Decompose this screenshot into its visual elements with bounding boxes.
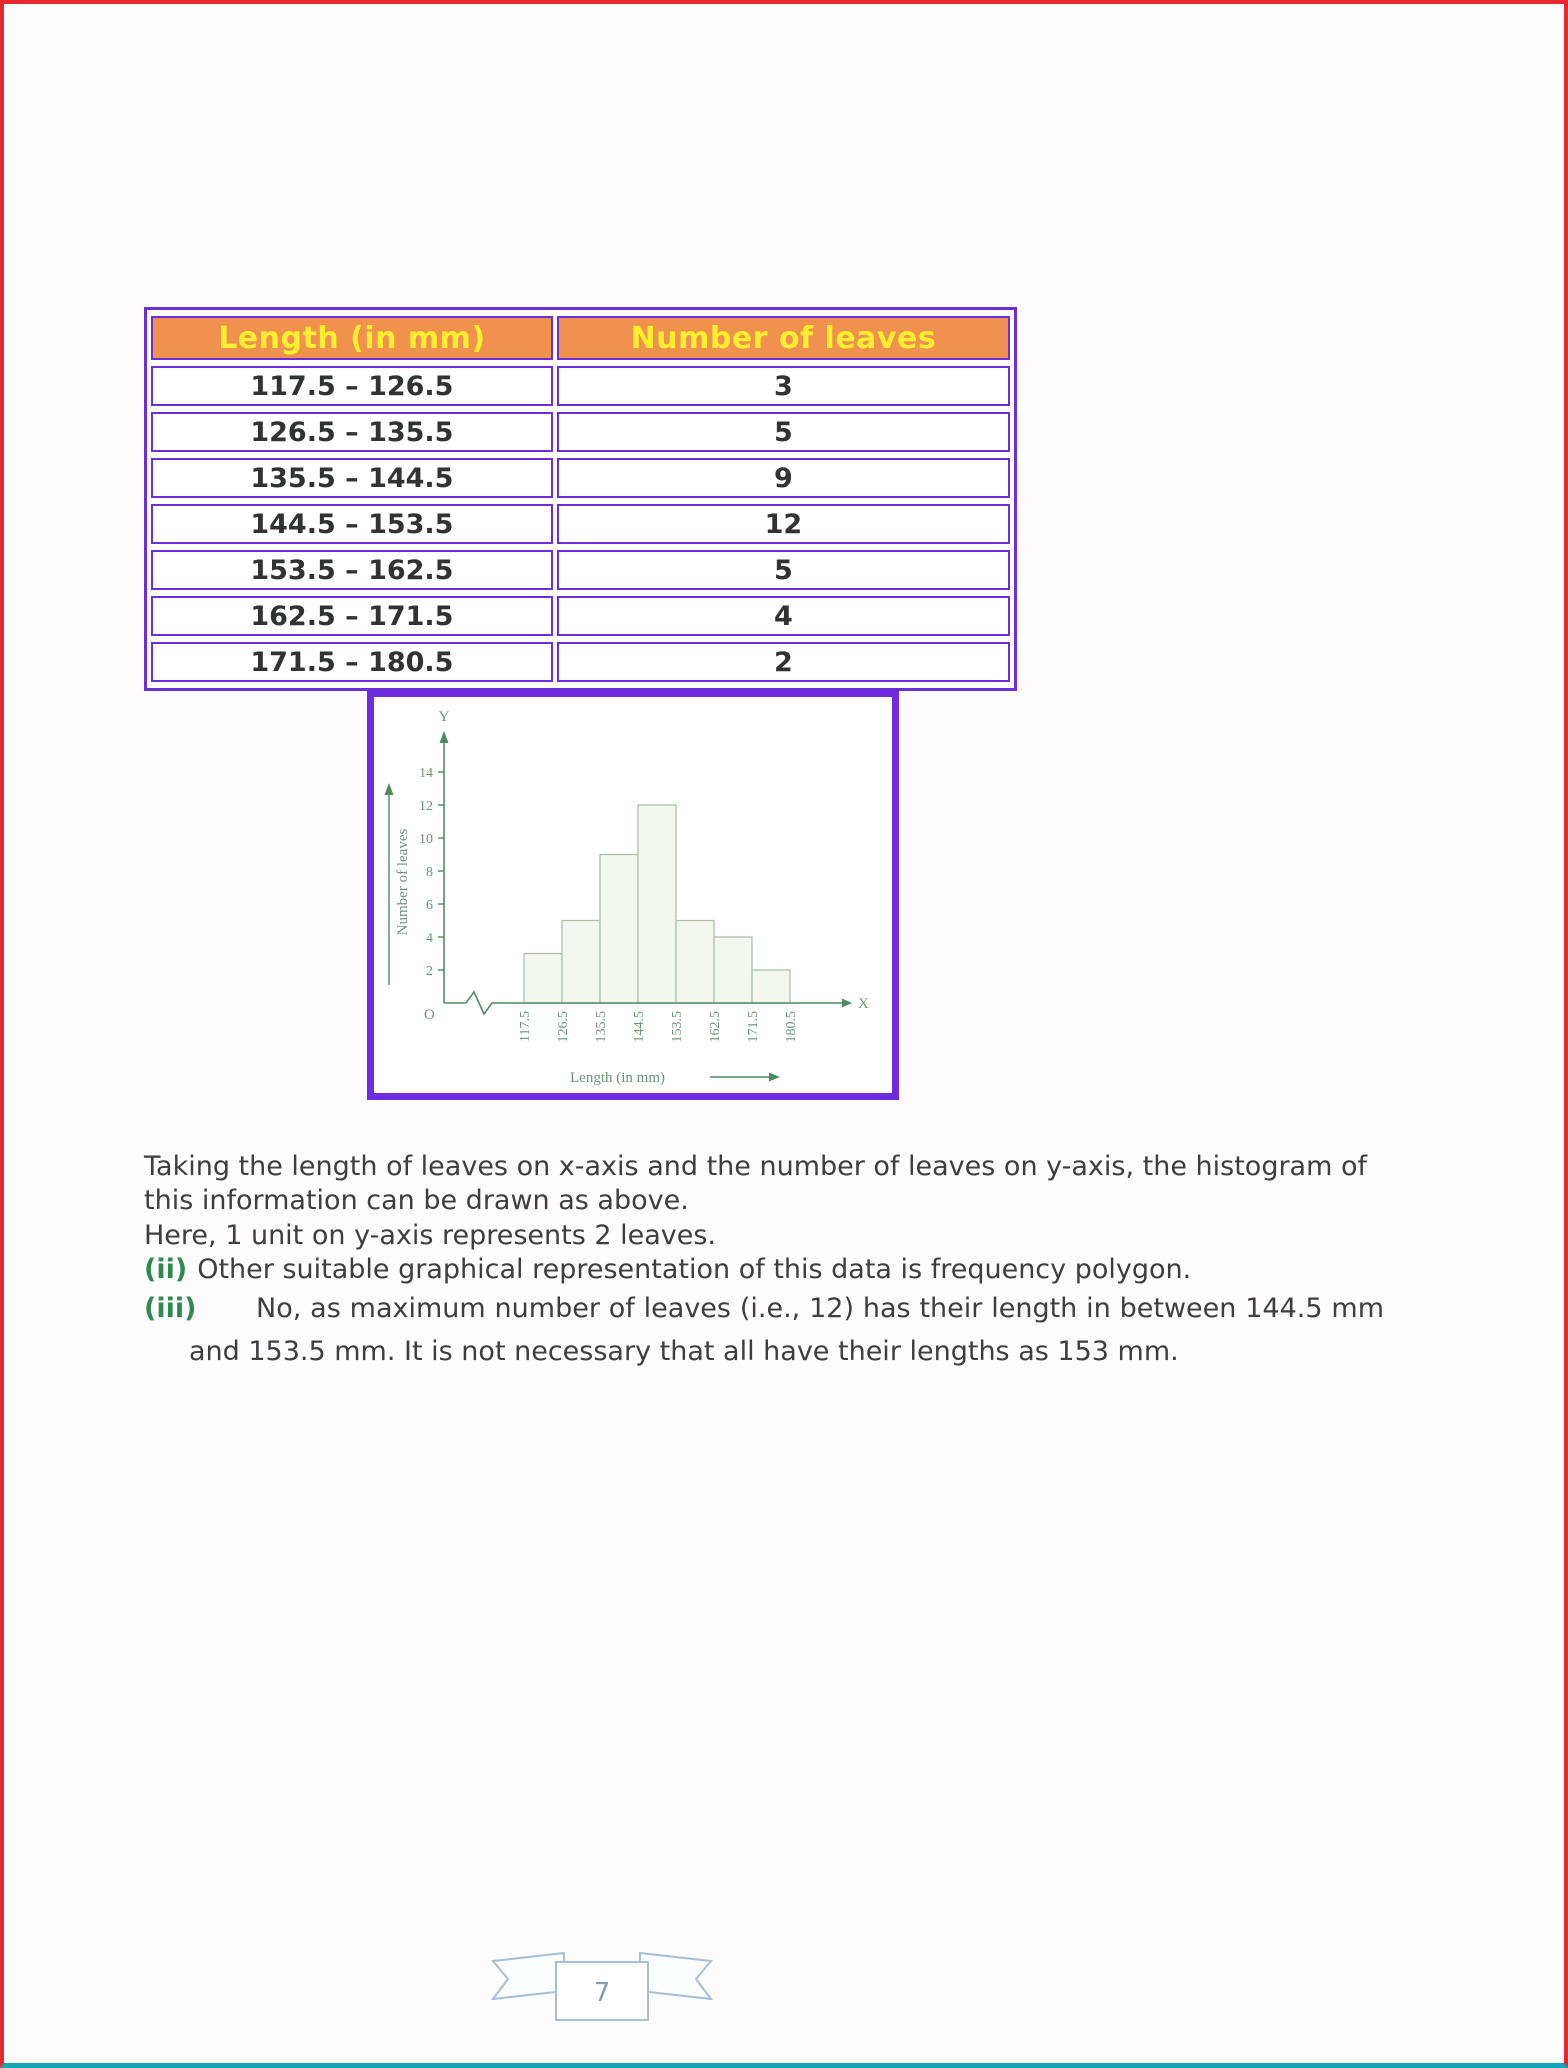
x-axis-arrow — [842, 999, 852, 1008]
y-tick-label: 12 — [419, 799, 433, 814]
cell-length-range: 117.5 – 126.5 — [151, 366, 553, 406]
answer-item-ii — [144, 1253, 1384, 1287]
table-row — [151, 550, 1010, 590]
y-tick-label: 2 — [426, 964, 433, 979]
histogram-bar — [524, 954, 562, 1004]
page-number-ribbon — [490, 1948, 714, 2028]
table-row — [151, 412, 1010, 452]
cell-length-range: 144.5 – 153.5 — [151, 504, 553, 544]
table-row — [151, 366, 1010, 406]
table-row — [151, 504, 1010, 544]
y-title-arrow-head — [385, 783, 394, 795]
histogram-bar — [600, 855, 638, 1004]
cell-leaf-count: 2 — [557, 642, 1010, 682]
scale-note: Here, 1 unit on y-axis represents 2 leaves. — [144, 1219, 717, 1251]
histogram-figure — [367, 690, 899, 1100]
histogram-bar — [562, 921, 600, 1004]
x-edge-label: 153.5 — [670, 1011, 685, 1043]
table-header-row — [151, 316, 1010, 360]
histogram-bar — [676, 921, 714, 1004]
y-tick-label: 8 — [426, 865, 433, 880]
ribbon-right-tail — [640, 1953, 711, 1999]
ribbon-left-tail — [493, 1953, 564, 1999]
x-title-arrow-head — [769, 1073, 780, 1082]
table-body — [151, 366, 1010, 682]
column-header-length: Length (in mm) — [151, 316, 553, 360]
cell-leaf-count: 5 — [557, 550, 1010, 590]
y-axis-title: Number of leaves — [395, 828, 411, 936]
page-number: 7 — [593, 1978, 611, 2008]
histogram-svg — [374, 697, 892, 1093]
x-edge-label: 180.5 — [784, 1011, 799, 1043]
y-tick-label: 4 — [426, 931, 433, 946]
x-edge-label: 162.5 — [708, 1011, 723, 1043]
x-edge-label: 144.5 — [632, 1011, 647, 1043]
y-axis-arrow — [440, 731, 449, 743]
column-header-count: Number of leaves — [557, 316, 1010, 360]
y-tick-label: 14 — [419, 766, 433, 781]
item-iii-text: No, as maximum number of leaves (i.e., 12) has their length in between 144.5 mm and 153.5 mm. It is not necessary that all have their lengths as 153 mm. — [189, 1293, 1384, 1368]
histogram-bar — [638, 805, 676, 1003]
y-tick-label: 10 — [419, 832, 433, 847]
item-iii-marker: (iii) — [144, 1293, 197, 1325]
origin-label: O — [424, 1007, 435, 1023]
explanation-paragraph: Taking the length of leaves on x-axis and the number of leaves on y-axis, the histogram of this information can be drawn as above. — [144, 1151, 1368, 1217]
item-ii-marker: (ii) — [144, 1253, 188, 1285]
cell-leaf-count: 5 — [557, 412, 1010, 452]
y-tick-label: 6 — [426, 898, 433, 913]
x-axis-title: Length (in mm) — [570, 1070, 665, 1086]
frequency-table — [144, 307, 1017, 691]
x-edge-label: 126.5 — [556, 1011, 571, 1043]
cell-length-range: 171.5 – 180.5 — [151, 642, 553, 682]
histogram-bar — [714, 937, 752, 1003]
cell-length-range: 162.5 – 171.5 — [151, 596, 553, 636]
x-edge-label: 135.5 — [594, 1011, 609, 1043]
cell-leaf-count: 3 — [557, 366, 1010, 406]
cell-leaf-count: 4 — [557, 596, 1010, 636]
cell-leaf-count: 12 — [557, 504, 1010, 544]
answer-item-iii — [144, 1287, 1384, 1373]
cell-length-range: 135.5 – 144.5 — [151, 458, 553, 498]
x-edge-label: 171.5 — [746, 1011, 761, 1043]
table-row — [151, 596, 1010, 636]
cell-length-range: 153.5 – 162.5 — [151, 550, 553, 590]
table-row — [151, 458, 1010, 498]
x-edge-label: 117.5 — [518, 1011, 533, 1042]
cell-length-range: 126.5 – 135.5 — [151, 412, 553, 452]
histogram-bar — [752, 970, 790, 1003]
table-row — [151, 642, 1010, 682]
solution-text — [144, 1150, 1384, 1374]
x-axis-end-label: X — [858, 996, 869, 1012]
cell-leaf-count: 9 — [557, 458, 1010, 498]
y-axis-end-label: Y — [438, 709, 450, 725]
item-ii-text: Other suitable graphical representation of this data is frequency polygon. — [197, 1253, 1192, 1285]
